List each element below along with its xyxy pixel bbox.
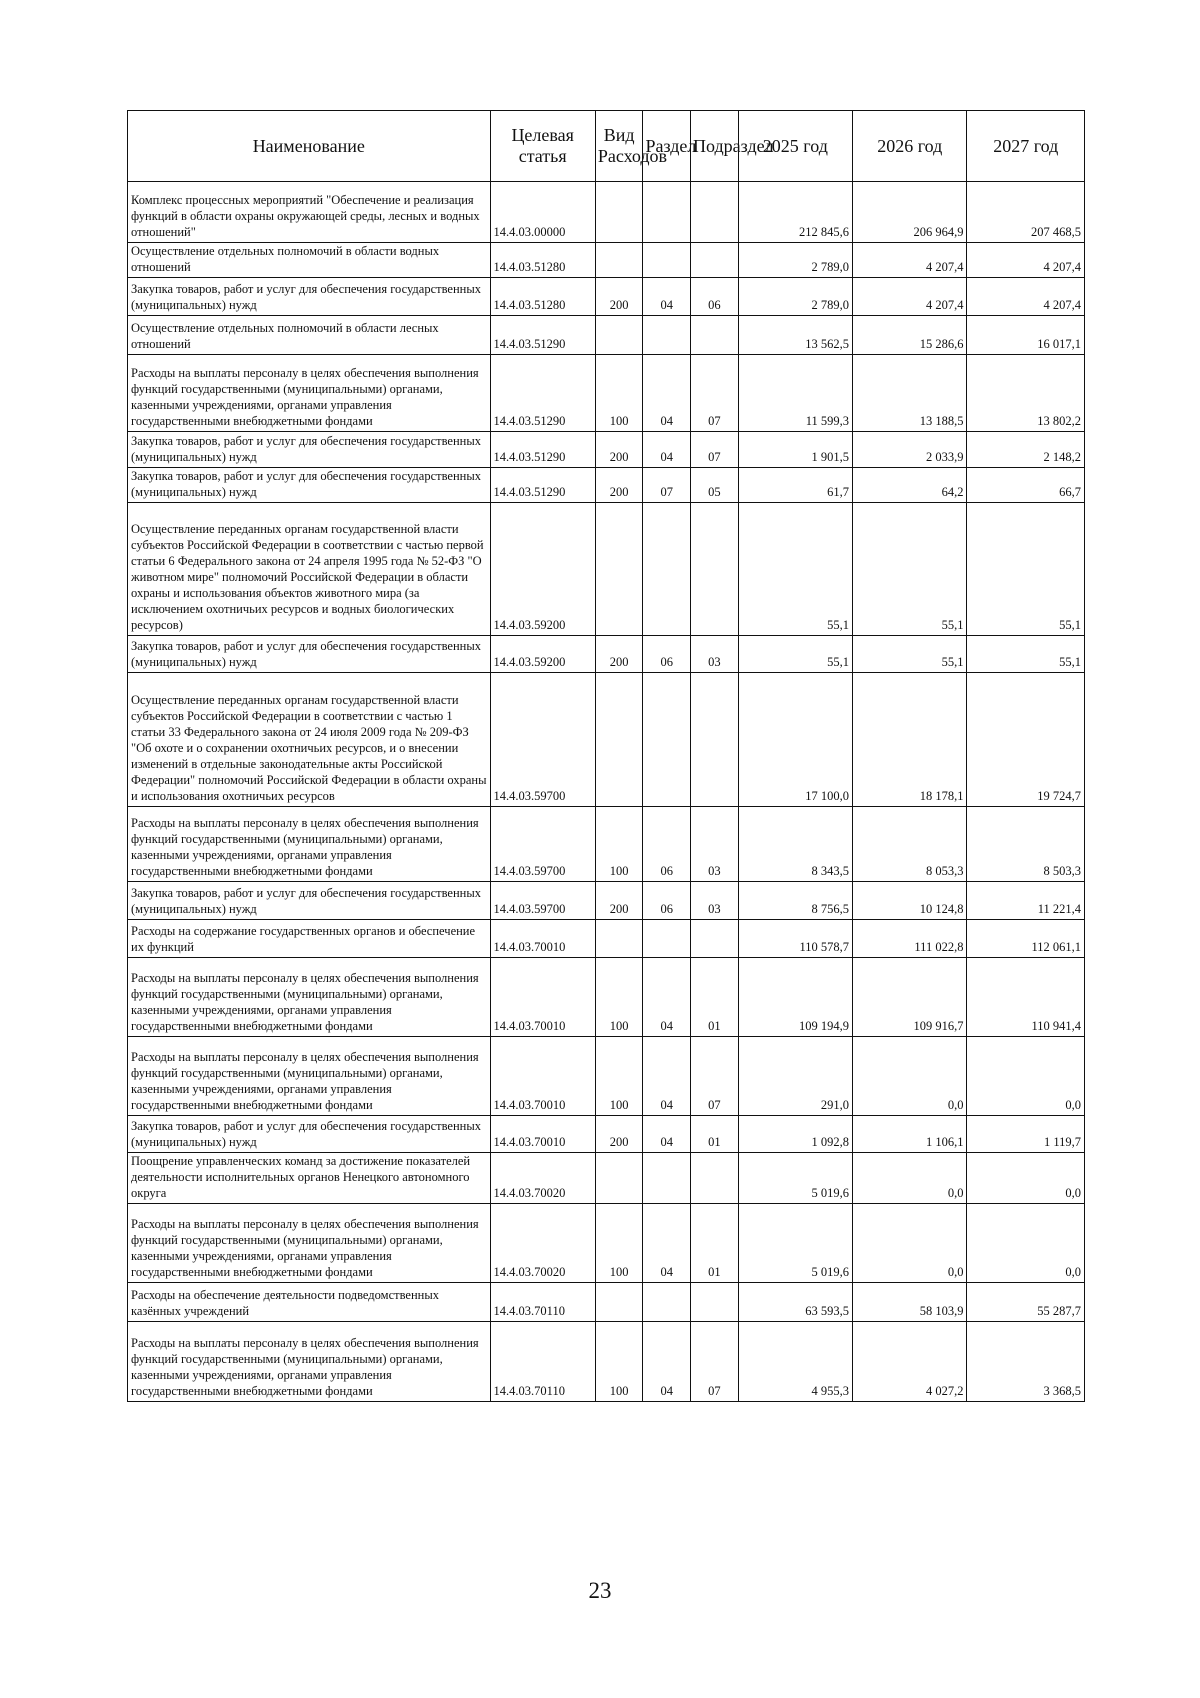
cell-name: Закупка товаров, работ и услуг для обеспечения государственных (муниципальных) нужд <box>128 882 491 920</box>
cell-2026: 111 022,8 <box>853 920 967 958</box>
cell-2025: 291,0 <box>738 1037 852 1116</box>
table-row <box>128 1116 1085 1153</box>
cell-2026: 109 916,7 <box>853 958 967 1037</box>
cell-section <box>643 503 691 636</box>
cell-expense-type <box>595 182 643 243</box>
cell-subsection <box>691 503 739 636</box>
cell-target-article: 14.4.03.51280 <box>490 243 595 278</box>
cell-expense-type: 100 <box>595 807 643 882</box>
cell-expense-type <box>595 920 643 958</box>
cell-name: Осуществление отдельных полномочий в области лесных отношений <box>128 316 491 355</box>
cell-subsection: 01 <box>691 958 739 1037</box>
cell-expense-type <box>595 316 643 355</box>
cell-name: Расходы на выплаты персоналу в целях обеспечения выполнения функций государственными (муниципальными) органами, казенными учреждениями, органами управления государственными внебюджетными фондами <box>128 958 491 1037</box>
cell-2025: 110 578,7 <box>738 920 852 958</box>
cell-section: 06 <box>643 807 691 882</box>
cell-subsection <box>691 243 739 278</box>
header-target-article: Целевая статья <box>490 111 595 182</box>
cell-expense-type <box>595 243 643 278</box>
table-header-row <box>128 111 1085 182</box>
cell-name: Поощрение управленческих команд за достижение показателей деятельности исполнительных органов Ненецкого автономного округа <box>128 1153 491 1204</box>
cell-name: Расходы на выплаты персоналу в целях обеспечения выполнения функций государственными (муниципальными) органами, казенными учреждениями, органами управления государственными внебюджетными фондами <box>128 1037 491 1116</box>
cell-2027: 110 941,4 <box>967 958 1085 1037</box>
table-row <box>128 1322 1085 1402</box>
cell-target-article: 14.4.03.51290 <box>490 432 595 468</box>
header-name: Наименование <box>128 111 491 182</box>
cell-2026: 0,0 <box>853 1153 967 1204</box>
cell-2025: 212 845,6 <box>738 182 852 243</box>
cell-subsection <box>691 316 739 355</box>
cell-subsection: 07 <box>691 432 739 468</box>
cell-expense-type <box>595 503 643 636</box>
cell-subsection: 01 <box>691 1116 739 1153</box>
cell-expense-type: 100 <box>595 1322 643 1402</box>
cell-name: Расходы на обеспечение деятельности подведомственных казённых учреждений <box>128 1283 491 1322</box>
table-row <box>128 920 1085 958</box>
cell-name: Закупка товаров, работ и услуг для обеспечения государственных (муниципальных) нужд <box>128 468 491 503</box>
table-row <box>128 636 1085 673</box>
table-body <box>128 182 1085 1402</box>
table-row <box>128 243 1085 278</box>
cell-2027: 19 724,7 <box>967 673 1085 807</box>
cell-2026: 0,0 <box>853 1204 967 1283</box>
table-row <box>128 673 1085 807</box>
cell-expense-type: 100 <box>595 355 643 432</box>
header-year-2026: 2026 год <box>853 111 967 182</box>
cell-2025: 5 019,6 <box>738 1153 852 1204</box>
cell-2026: 18 178,1 <box>853 673 967 807</box>
cell-name: Расходы на содержание государственных органов и обеспечение их функций <box>128 920 491 958</box>
cell-2025: 109 194,9 <box>738 958 852 1037</box>
page-number: 23 <box>588 1578 612 1603</box>
table-row <box>128 316 1085 355</box>
table-row <box>128 958 1085 1037</box>
table-row <box>128 468 1085 503</box>
cell-target-article: 14.4.03.70010 <box>490 958 595 1037</box>
cell-section <box>643 1153 691 1204</box>
cell-target-article: 14.4.03.51290 <box>490 355 595 432</box>
cell-2026: 4 027,2 <box>853 1322 967 1402</box>
cell-2025: 5 019,6 <box>738 1204 852 1283</box>
cell-section: 04 <box>643 1116 691 1153</box>
cell-target-article: 14.4.03.59200 <box>490 636 595 673</box>
cell-expense-type <box>595 1283 643 1322</box>
table-row <box>128 1204 1085 1283</box>
header-subsection: Подраздел <box>691 111 739 182</box>
cell-section: 04 <box>643 432 691 468</box>
cell-subsection: 03 <box>691 636 739 673</box>
cell-subsection <box>691 182 739 243</box>
cell-expense-type: 100 <box>595 958 643 1037</box>
table-row <box>128 432 1085 468</box>
cell-2025: 8 343,5 <box>738 807 852 882</box>
cell-expense-type: 100 <box>595 1037 643 1116</box>
cell-section <box>643 243 691 278</box>
cell-2026: 4 207,4 <box>853 243 967 278</box>
cell-expense-type: 100 <box>595 1204 643 1283</box>
cell-section: 07 <box>643 468 691 503</box>
cell-target-article: 14.4.03.59700 <box>490 673 595 807</box>
cell-name: Расходы на выплаты персоналу в целях обеспечения выполнения функций государственными (муниципальными) органами, казенными учреждениями, органами управления государственными внебюджетными фондами <box>128 807 491 882</box>
cell-2027: 0,0 <box>967 1037 1085 1116</box>
cell-target-article: 14.4.03.70010 <box>490 920 595 958</box>
cell-subsection: 03 <box>691 882 739 920</box>
cell-2025: 1 092,8 <box>738 1116 852 1153</box>
cell-2027: 55,1 <box>967 636 1085 673</box>
cell-2025: 11 599,3 <box>738 355 852 432</box>
cell-2025: 61,7 <box>738 468 852 503</box>
cell-2027: 112 061,1 <box>967 920 1085 958</box>
cell-name: Осуществление переданных органам государственной власти субъектов Российской Федерации в соответствии с частью первой статьи 6 Федерального закона от 24 апреля 1995 года № 52-ФЗ "О животном мире" полномочий Российской Федерации в области охраны и использования объектов животного мира (за исключением охотничьих ресурсов и водных биологических ресурсов) <box>128 503 491 636</box>
header-year-2027: 2027 год <box>967 111 1085 182</box>
cell-2027: 0,0 <box>967 1204 1085 1283</box>
cell-subsection <box>691 1283 739 1322</box>
cell-name: Закупка товаров, работ и услуг для обеспечения государственных (муниципальных) нужд <box>128 432 491 468</box>
cell-2026: 2 033,9 <box>853 432 967 468</box>
table-row <box>128 1153 1085 1204</box>
header-section: Раздел <box>643 111 691 182</box>
cell-expense-type: 200 <box>595 468 643 503</box>
cell-2026: 0,0 <box>853 1037 967 1116</box>
cell-subsection: 07 <box>691 1037 739 1116</box>
cell-expense-type: 200 <box>595 278 643 316</box>
cell-2026: 13 188,5 <box>853 355 967 432</box>
cell-name: Закупка товаров, работ и услуг для обеспечения государственных (муниципальных) нужд <box>128 636 491 673</box>
cell-2027: 8 503,3 <box>967 807 1085 882</box>
cell-2025: 8 756,5 <box>738 882 852 920</box>
cell-2027: 3 368,5 <box>967 1322 1085 1402</box>
cell-subsection: 01 <box>691 1204 739 1283</box>
cell-subsection: 06 <box>691 278 739 316</box>
cell-2027: 4 207,4 <box>967 278 1085 316</box>
cell-2027: 13 802,2 <box>967 355 1085 432</box>
table-row <box>128 1037 1085 1116</box>
cell-subsection <box>691 673 739 807</box>
cell-target-article: 14.4.03.59200 <box>490 503 595 636</box>
table-row <box>128 882 1085 920</box>
cell-section: 04 <box>643 958 691 1037</box>
cell-section: 04 <box>643 1322 691 1402</box>
cell-2026: 4 207,4 <box>853 278 967 316</box>
cell-section <box>643 182 691 243</box>
cell-2026: 206 964,9 <box>853 182 967 243</box>
cell-2027: 55,1 <box>967 503 1085 636</box>
cell-2025: 2 789,0 <box>738 243 852 278</box>
table-row <box>128 355 1085 432</box>
cell-name: Закупка товаров, работ и услуг для обеспечения государственных (муниципальных) нужд <box>128 278 491 316</box>
cell-2027: 207 468,5 <box>967 182 1085 243</box>
cell-target-article: 14.4.03.70010 <box>490 1037 595 1116</box>
cell-subsection: 07 <box>691 355 739 432</box>
cell-expense-type: 200 <box>595 882 643 920</box>
cell-2027: 66,7 <box>967 468 1085 503</box>
cell-2027: 2 148,2 <box>967 432 1085 468</box>
cell-name: Комплекс процессных мероприятий "Обеспечение и реализация функций в области охраны окружающей среды, лесных и водных отношений" <box>128 182 491 243</box>
cell-name: Осуществление отдельных полномочий в области водных отношений <box>128 243 491 278</box>
cell-subsection: 03 <box>691 807 739 882</box>
cell-expense-type: 200 <box>595 432 643 468</box>
cell-section <box>643 920 691 958</box>
cell-section <box>643 673 691 807</box>
cell-subsection: 07 <box>691 1322 739 1402</box>
cell-expense-type: 200 <box>595 636 643 673</box>
cell-name: Расходы на выплаты персоналу в целях обеспечения выполнения функций государственными (муниципальными) органами, казенными учреждениями, органами управления государственными внебюджетными фондами <box>128 1322 491 1402</box>
cell-2025: 4 955,3 <box>738 1322 852 1402</box>
cell-target-article: 14.4.03.70110 <box>490 1322 595 1402</box>
cell-section: 04 <box>643 1204 691 1283</box>
cell-2026: 64,2 <box>853 468 967 503</box>
cell-target-article: 14.4.03.59700 <box>490 882 595 920</box>
cell-2026: 1 106,1 <box>853 1116 967 1153</box>
cell-target-article: 14.4.03.70110 <box>490 1283 595 1322</box>
cell-section: 06 <box>643 882 691 920</box>
cell-section <box>643 1283 691 1322</box>
cell-2027: 55 287,7 <box>967 1283 1085 1322</box>
cell-2026: 58 103,9 <box>853 1283 967 1322</box>
cell-section: 04 <box>643 278 691 316</box>
cell-2025: 13 562,5 <box>738 316 852 355</box>
cell-2026: 10 124,8 <box>853 882 967 920</box>
cell-section: 04 <box>643 355 691 432</box>
cell-2025: 17 100,0 <box>738 673 852 807</box>
header-year-2025: 2025 год <box>738 111 852 182</box>
cell-target-article: 14.4.03.51280 <box>490 278 595 316</box>
cell-name: Расходы на выплаты персоналу в целях обеспечения выполнения функций государственными (муниципальными) органами, казенными учреждениями, органами управления государственными внебюджетными фондами <box>128 1204 491 1283</box>
cell-2025: 55,1 <box>738 503 852 636</box>
table-row <box>128 182 1085 243</box>
table-row <box>128 278 1085 316</box>
cell-name: Расходы на выплаты персоналу в целях обеспечения выполнения функций государственными (муниципальными) органами, казенными учреждениями, органами управления государственными внебюджетными фондами <box>128 355 491 432</box>
cell-target-article: 14.4.03.70010 <box>490 1116 595 1153</box>
cell-section: 06 <box>643 636 691 673</box>
cell-2027: 16 017,1 <box>967 316 1085 355</box>
cell-2026: 8 053,3 <box>853 807 967 882</box>
cell-name: Осуществление переданных органам государственной власти субъектов Российской Федерации в соответствии с частью 1 статьи 33 Федерального закона от 24 июля 2009 года № 209-ФЗ "Об охоте и о сохранении охотничьих ресурсов, и о внесении изменений в отдельные законодательные акты Российской Федерации" полномочий Российской Федерации в области охраны и использования охотничьих ресурсов <box>128 673 491 807</box>
cell-target-article: 14.4.03.70020 <box>490 1204 595 1283</box>
cell-2027: 0,0 <box>967 1153 1085 1204</box>
header-expense-type: Вид Расходов <box>595 111 643 182</box>
cell-name: Закупка товаров, работ и услуг для обеспечения государственных (муниципальных) нужд <box>128 1116 491 1153</box>
cell-subsection <box>691 920 739 958</box>
cell-2026: 55,1 <box>853 503 967 636</box>
cell-section <box>643 316 691 355</box>
cell-2026: 55,1 <box>853 636 967 673</box>
cell-2027: 4 207,4 <box>967 243 1085 278</box>
cell-2026: 15 286,6 <box>853 316 967 355</box>
table-row <box>128 503 1085 636</box>
cell-2027: 1 119,7 <box>967 1116 1085 1153</box>
table-row <box>128 807 1085 882</box>
cell-target-article: 14.4.03.00000 <box>490 182 595 243</box>
cell-subsection <box>691 1153 739 1204</box>
budget-table <box>127 110 1085 1402</box>
cell-target-article: 14.4.03.59700 <box>490 807 595 882</box>
cell-2027: 11 221,4 <box>967 882 1085 920</box>
cell-expense-type: 200 <box>595 1116 643 1153</box>
cell-2025: 2 789,0 <box>738 278 852 316</box>
cell-expense-type <box>595 1153 643 1204</box>
table-row <box>128 1283 1085 1322</box>
cell-target-article: 14.4.03.51290 <box>490 316 595 355</box>
cell-expense-type <box>595 673 643 807</box>
cell-subsection: 05 <box>691 468 739 503</box>
cell-target-article: 14.4.03.51290 <box>490 468 595 503</box>
cell-target-article: 14.4.03.70020 <box>490 1153 595 1204</box>
cell-2025: 55,1 <box>738 636 852 673</box>
cell-section: 04 <box>643 1037 691 1116</box>
cell-2025: 63 593,5 <box>738 1283 852 1322</box>
cell-2025: 1 901,5 <box>738 432 852 468</box>
